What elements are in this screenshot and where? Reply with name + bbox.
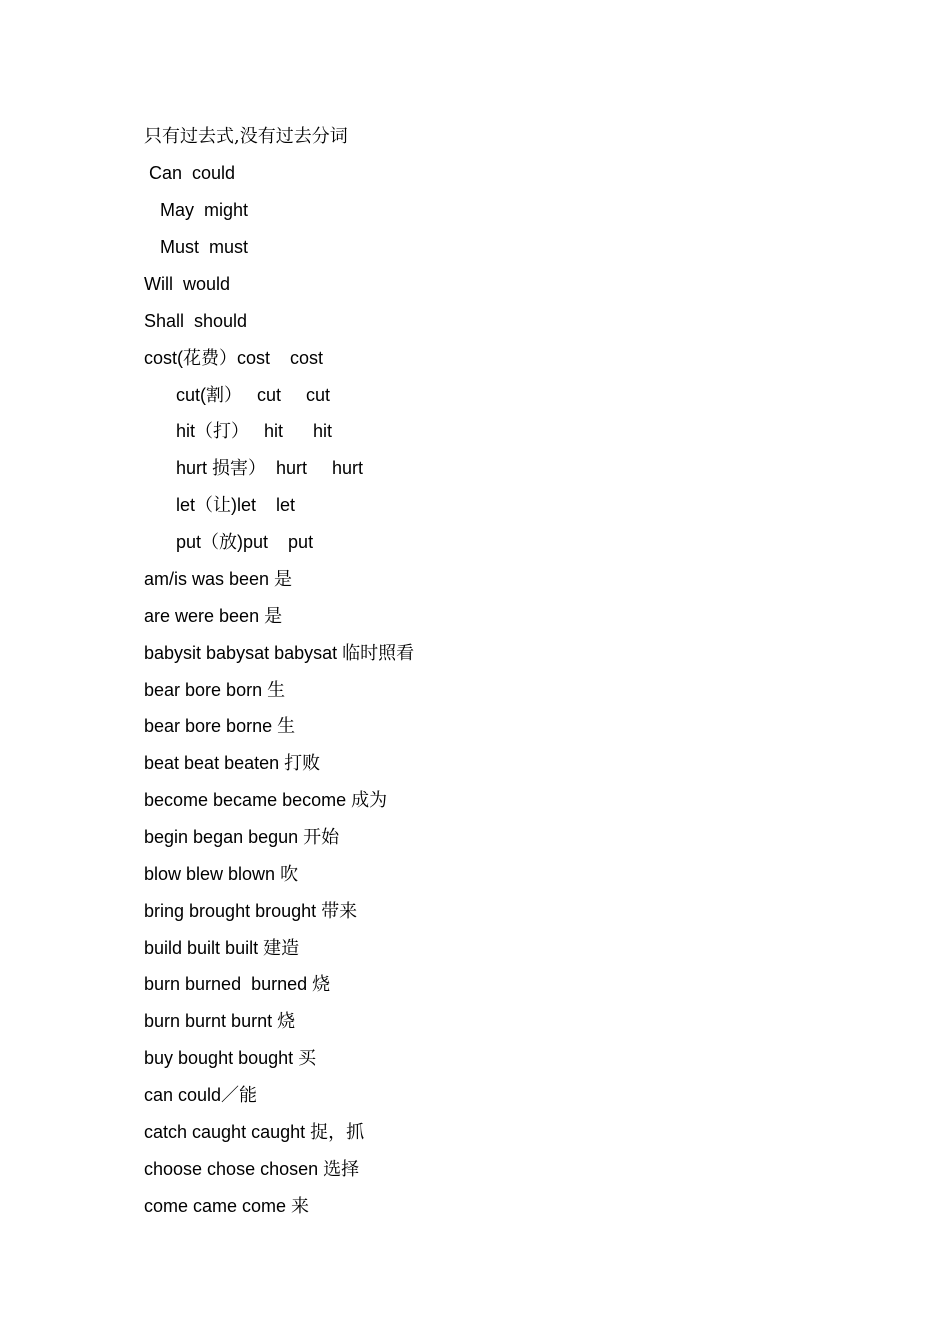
modal-line-shall: Shall should [144, 311, 248, 331]
verb-line-put: put（放)put put [176, 532, 314, 552]
verb-line-hit: hit（打） hit hit [176, 421, 333, 441]
page-heading: 只有过去式,没有过去分词 [144, 126, 348, 147]
verb-line: bring brought brought 带来 [144, 901, 358, 921]
modal-line-will: Will would [144, 274, 231, 294]
verb-line: come came come 来 [144, 1196, 310, 1216]
modal-line-must: Must must [160, 237, 249, 257]
verb-line: buy bought bought 买 [144, 1048, 317, 1068]
verb-line-cut: cut(割） cut cut [176, 385, 331, 405]
verb-line: build built built 建造 [144, 938, 300, 958]
verb-line: bear bore borne 生 [144, 716, 296, 736]
verb-line: can could／能 [144, 1085, 258, 1105]
verb-line: catch caught caught 捉，抓 [144, 1122, 365, 1142]
verb-line: become became become 成为 [144, 790, 388, 810]
verb-line: burn burnt burnt 烧 [144, 1011, 296, 1031]
modal-line-can: Can could [149, 163, 236, 183]
verb-line: am/is was been 是 [144, 569, 293, 589]
verb-line: blow blew blown 吹 [144, 864, 299, 884]
verb-line: burn burned burned 烧 [144, 974, 331, 994]
verb-line-cost: cost(花费）cost cost [144, 348, 324, 368]
verb-line: are were been 是 [144, 606, 283, 626]
modal-line-may: May might [160, 200, 249, 220]
verb-line-hurt: hurt 损害） hurt hurt [176, 458, 364, 478]
verb-line: babysit babysat babysat 临时照看 [144, 643, 415, 663]
verb-line: beat beat beaten 打败 [144, 753, 321, 773]
verb-line-let: let（让)let let [176, 495, 296, 515]
verb-line: bear bore born 生 [144, 680, 286, 700]
verb-line: begin began begun 开始 [144, 827, 340, 847]
verb-line: choose chose chosen 选择 [144, 1159, 360, 1179]
